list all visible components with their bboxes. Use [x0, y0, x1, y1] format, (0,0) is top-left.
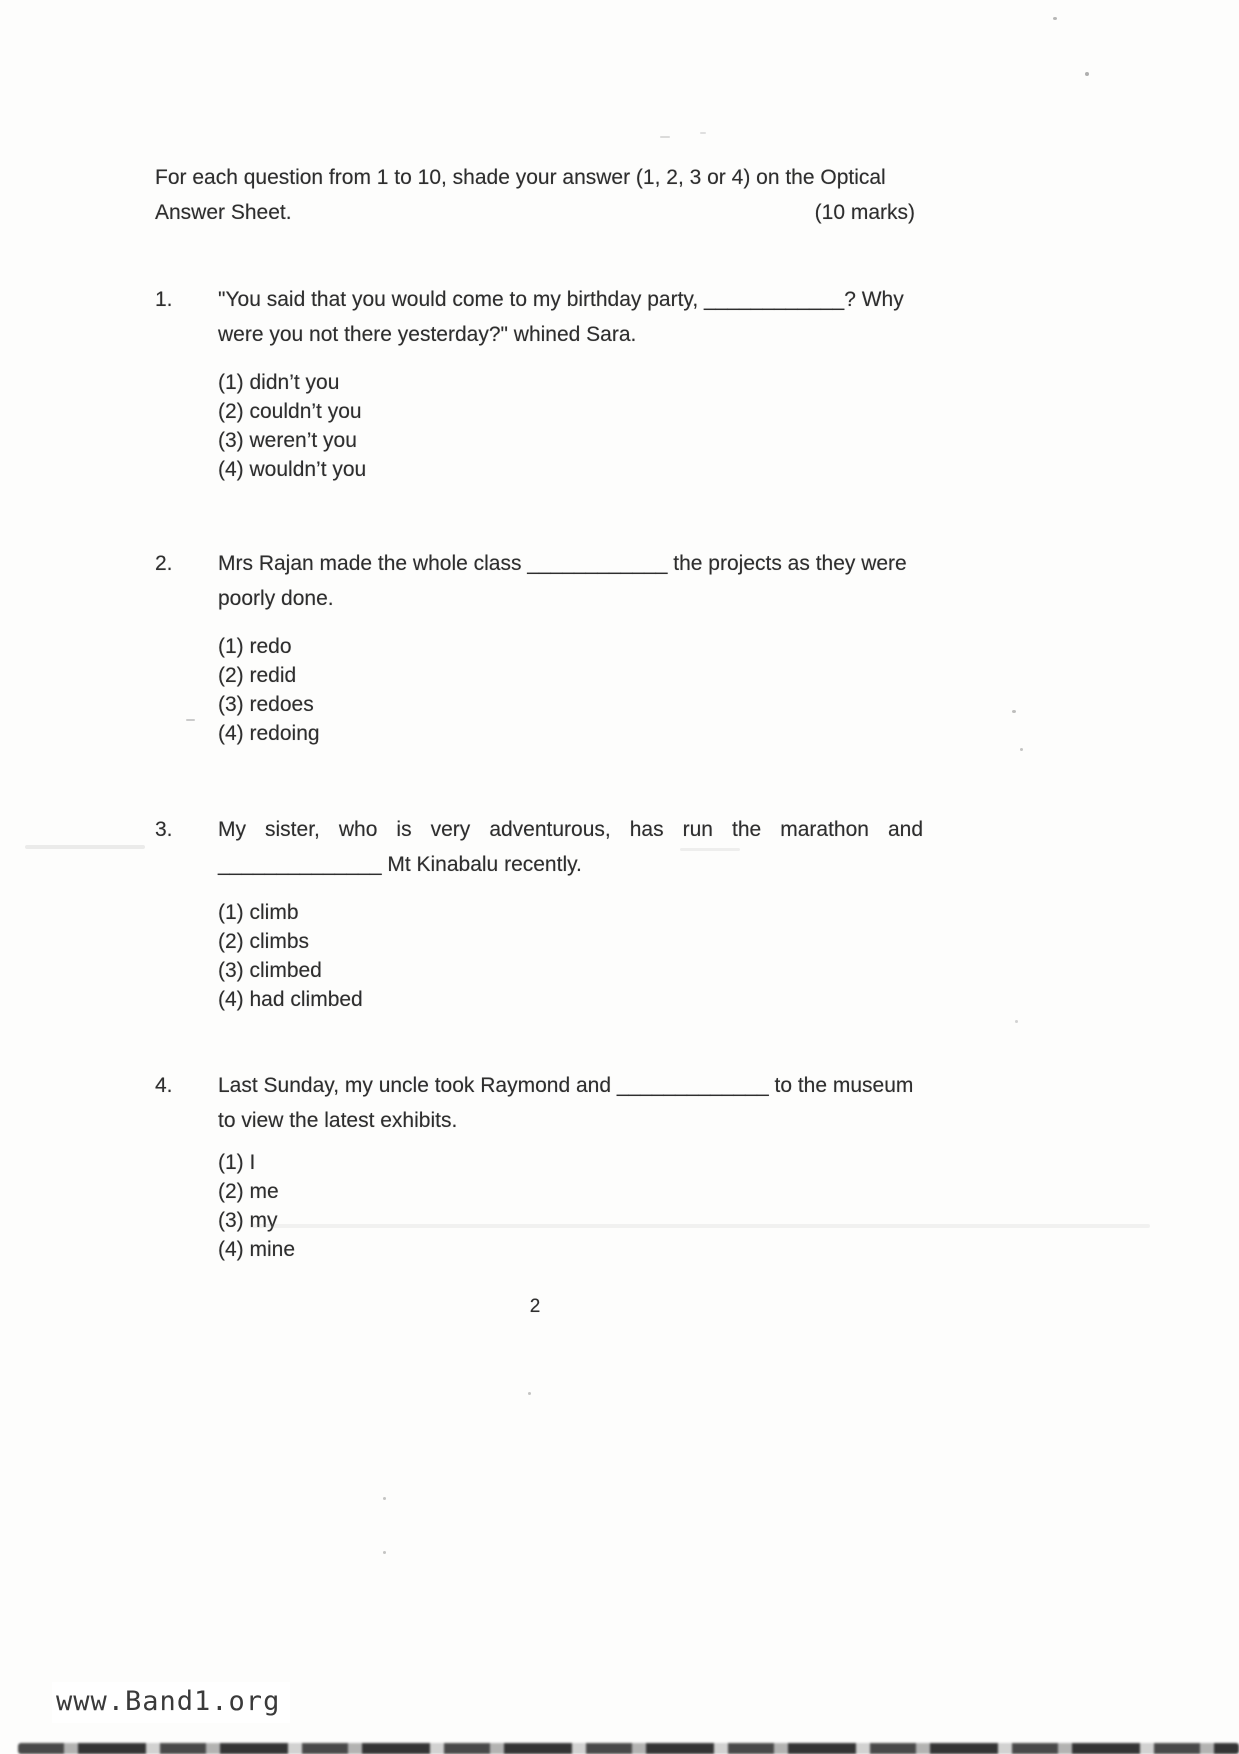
scan-smudge	[25, 845, 145, 849]
question-4-number: 4.	[155, 1074, 173, 1097]
option: (2) redid	[218, 664, 297, 687]
instructions-line2	[155, 195, 915, 230]
scan-dash	[186, 719, 195, 721]
option: (1) redo	[218, 635, 292, 658]
watermark-url: www.Band1.org	[52, 1682, 290, 1723]
option: (4) mine	[218, 1238, 296, 1261]
scan-smudge	[680, 848, 740, 851]
question-3-row	[155, 812, 923, 882]
question-4	[155, 1068, 923, 1264]
question-3-text: My sister, who is very adventurous, has run the marathon and ______________ Mt Kinabalu recently.	[218, 818, 923, 876]
scan-speck	[1053, 17, 1057, 20]
question-2-number: 2.	[155, 552, 173, 575]
question-3-number: 3.	[155, 818, 173, 841]
option: (4) had climbed	[218, 988, 363, 1011]
instructions-line2-text: Answer Sheet.	[155, 201, 292, 224]
question-4-options	[218, 1148, 923, 1264]
question-3-options	[218, 898, 923, 1014]
instructions-line1: For each question from 1 to 10, shade your answer (1, 2, 3 or 4) on the Optical	[155, 166, 886, 189]
question-1-row	[155, 282, 923, 352]
scan-speck	[660, 136, 670, 138]
option: (3) redoes	[218, 693, 314, 716]
option: (3) climbed	[218, 959, 322, 982]
scan-speck	[383, 1551, 386, 1554]
option: (3) my	[218, 1209, 278, 1232]
scan-speck	[1012, 710, 1016, 713]
option: (1) I	[218, 1151, 256, 1174]
option: (2) climbs	[218, 930, 310, 953]
option: (3) weren’t you	[218, 429, 357, 452]
question-2	[155, 546, 923, 748]
option: (2) me	[218, 1180, 279, 1203]
scanner-edge-artifact	[18, 1743, 1239, 1754]
scan-speck	[700, 132, 706, 134]
instructions-block	[155, 160, 915, 230]
question-1-text: "You said that you would come to my birthday party, ____________? Why were you not there yesterday?" whined Sara.	[218, 288, 904, 346]
question-1	[155, 282, 923, 484]
question-1-options	[218, 368, 923, 484]
option: (4) wouldn’t you	[218, 458, 367, 481]
scan-speck	[528, 1392, 531, 1395]
option: (2) couldn’t you	[218, 400, 362, 423]
page-number: 2	[529, 1296, 541, 1317]
scan-speck	[383, 1497, 386, 1500]
question-4-text: Last Sunday, my uncle took Raymond and _____________ to the museum to view the latest exhibits.	[218, 1074, 914, 1132]
option: (1) didn’t you	[218, 371, 340, 394]
question-2-text: Mrs Rajan made the whole class ____________ the projects as they were poorly done.	[218, 552, 907, 610]
question-2-options	[218, 632, 923, 748]
question-4-row	[155, 1068, 923, 1138]
question-2-row	[155, 546, 923, 616]
option: (4) redoing	[218, 722, 320, 745]
scan-speck	[1085, 72, 1089, 76]
marks-label: (10 marks)	[814, 201, 915, 224]
scan-smudge	[250, 1224, 1150, 1228]
question-1-number: 1.	[155, 288, 173, 311]
scan-speck	[1020, 748, 1023, 751]
option: (1) climb	[218, 901, 299, 924]
question-3	[155, 812, 923, 1014]
scan-speck	[1015, 1020, 1018, 1023]
